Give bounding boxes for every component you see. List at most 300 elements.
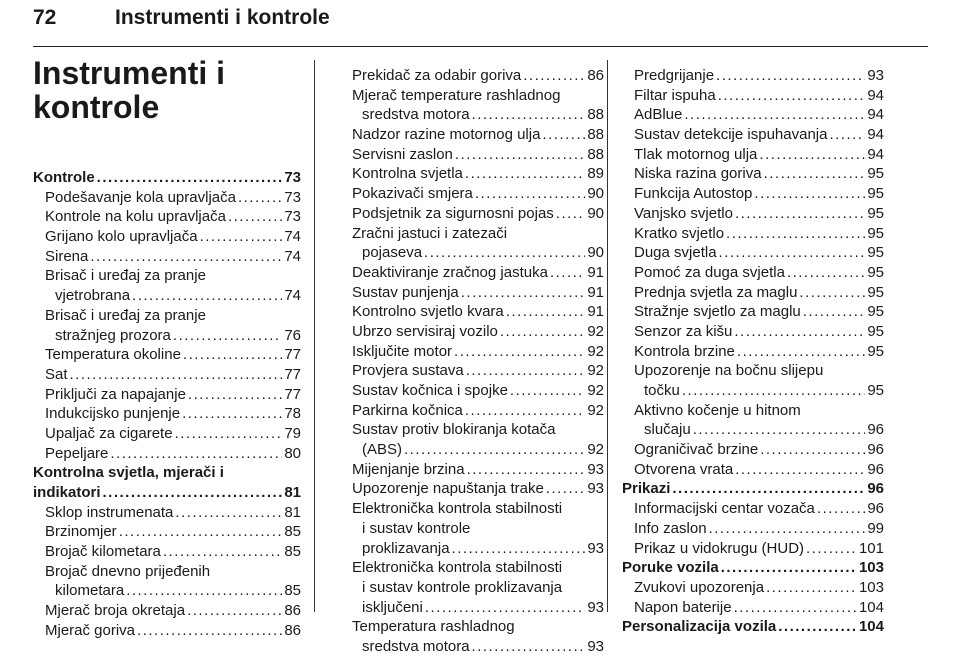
toc-entry-label: Indukcijsko punjenje [45,405,181,423]
toc-entry[interactable] [340,617,604,637]
leader-dots [175,424,283,444]
toc-page-number: 80 [284,444,301,462]
leader-dots [806,539,857,559]
toc-entry[interactable] [340,66,604,86]
toc-entry[interactable] [340,125,604,145]
toc-entry-label: Priključi za napajanje [45,385,186,403]
toc-entry[interactable] [622,263,884,283]
leader-dots [672,479,865,499]
toc-page-number: 95 [867,185,884,203]
toc-page-number: 95 [867,283,884,301]
toc-entry[interactable] [340,361,604,381]
column-divider [314,60,315,612]
toc-page-number: 81 [284,503,301,521]
toc-entry[interactable] [33,207,301,227]
leader-dots [510,381,585,401]
leader-dots [183,345,282,365]
toc-page-number: 88 [587,106,604,124]
toc-entry-label: Sustav detekcije ispuhavanja [634,126,828,144]
toc-entry[interactable] [33,326,301,346]
toc-entry-label: Zvukovi upozorenja [634,578,765,596]
toc-entry[interactable] [33,404,301,424]
toc-entry-label: i sustav kontrole [362,519,471,537]
toc-entry-label: Mjerač temperature rashladnog [352,86,561,104]
toc-entry[interactable] [622,322,884,342]
toc-page-number: 95 [867,382,884,399]
toc-entry-label: Podsjetnik za sigurnosni pojas [352,204,554,222]
toc-entry[interactable] [340,440,604,460]
toc-page-number: 93 [587,460,604,478]
toc-page-number: 77 [284,365,301,383]
toc-page-number: 95 [867,224,884,242]
toc-entry[interactable] [340,539,604,559]
leader-dots [799,283,865,303]
toc-entry[interactable] [622,243,884,263]
toc-page-number: 93 [867,67,884,84]
toc-entry-label: Mjerač broja okretaja [45,602,186,620]
toc-page-number: 96 [867,480,884,498]
toc-page-number: 92 [587,322,604,340]
toc-page-number: 93 [587,480,604,498]
chapter-title: Instrumenti i kontrole [33,55,226,125]
toc-entry-label: Kontrolna svjetla, mjerači i [33,464,224,482]
toc-entry-label: Parkirna kočnica [352,401,463,419]
toc-entry-label: Info zaslon [634,519,707,537]
leader-dots [238,188,282,208]
toc-entry-label: Sustav kočnica i spojke [352,382,508,399]
toc-entry-label: Aktivno kočenje u hitnom [634,401,801,419]
leader-dots [754,184,865,204]
toc-entry[interactable] [622,145,884,165]
leader-dots [542,125,585,145]
leader-dots [175,503,282,523]
leader-dots [472,105,586,125]
toc-entry[interactable] [33,542,301,562]
toc-entry-label: Vanjsko svjetlo [634,204,733,222]
leader-dots [556,204,586,224]
toc-entry-label: Sklop instrumenata [45,503,174,521]
toc-column-3 [622,66,884,637]
toc-entry-label: Ograničivač brzine [634,441,759,459]
leader-dots [716,66,865,86]
toc-entry-label: Pepeljare [45,444,109,462]
toc-entry[interactable] [340,105,604,125]
toc-page-number: 95 [867,244,884,262]
toc-page-number: 74 [284,228,301,246]
toc-entry[interactable] [622,401,884,421]
toc-entry[interactable] [33,562,301,582]
toc-page-number: 104 [858,618,884,636]
leader-dots [228,207,282,227]
toc-entry[interactable] [622,184,884,204]
leader-dots [682,381,865,401]
toc-page-number: 96 [867,460,884,478]
running-title: Instrumenti i kontrole [115,6,330,29]
toc-page-number: 92 [587,362,604,380]
toc-entry[interactable] [622,539,884,559]
toc-entry[interactable] [340,479,604,499]
toc-page-number: 85 [284,523,301,541]
toc-entry-label: kilometara [55,582,125,600]
toc-page-number: 76 [284,326,301,344]
leader-dots [70,365,283,385]
page-header [33,4,928,47]
toc-entry[interactable] [622,125,884,145]
column-divider [607,60,608,612]
leader-dots [760,440,865,460]
toc-section-entry[interactable] [33,168,301,188]
toc-page-number: 92 [587,382,604,399]
leader-dots [110,444,282,464]
toc-entry-label: točku [644,382,680,399]
toc-entry-label: Brisač i uređaj za pranje [45,267,206,285]
toc-entry-label: Otvorena vrata [634,460,734,478]
toc-page-number: 95 [867,342,884,360]
toc-page-number: 95 [867,165,884,183]
leader-dots [726,224,865,244]
toc-entry[interactable] [33,444,301,464]
page-number: 72 [33,6,57,29]
toc-page-number: 95 [867,322,884,340]
toc-section-entry[interactable] [33,463,301,483]
toc-page-number: 99 [867,519,884,537]
toc-entry[interactable] [622,519,884,539]
toc-entry-label: Kontrola brzine [634,342,735,360]
toc-entry-label: Poruke vozila [622,559,719,577]
toc-entry-label: Prikazi [622,480,671,498]
toc-page-number: 90 [587,204,604,222]
toc-page-number: 94 [867,126,884,144]
leader-dots [425,598,585,618]
toc-entry-label: Kontrolno svjetlo kvara [352,303,504,321]
toc-entry[interactable] [622,342,884,362]
toc-entry-label: Temperatura rashladnog [352,618,515,636]
toc-entry-label: Brojač kilometara [45,543,161,561]
toc-entry-label: Sat [45,365,68,383]
leader-dots [759,145,865,165]
toc-column-1 [33,168,301,641]
toc-entry[interactable] [622,499,884,519]
toc-page-number: 81 [284,484,301,501]
toc-page-number: 93 [587,637,604,655]
toc-page-number: 101 [858,539,884,557]
toc-entry-label: Tlak motornog ulja [634,145,758,163]
toc-entry-label: vjetrobrana [55,287,131,305]
toc-page-number: 93 [587,539,604,557]
leader-dots [709,519,866,539]
toc-page-number: 96 [867,421,884,439]
toc-entry[interactable] [340,558,604,578]
leader-dots [737,342,865,362]
leader-dots [766,578,857,598]
toc-entry[interactable] [340,519,604,539]
leader-dots [173,326,282,346]
toc-entry-label: Elektronička kontrola stabilnosti [352,500,563,518]
toc-entry-label: Kratko svjetlo [634,224,725,242]
toc-entry-label: indikatori [33,484,101,501]
toc-entry[interactable] [340,243,604,263]
leader-dots [461,283,586,303]
toc-entry-label: Brisač i uređaj za pranje [45,306,206,324]
toc-entry-label: Nadzor razine motornog ulja [352,126,541,144]
toc-entry[interactable] [622,283,884,303]
leader-dots [424,243,585,263]
toc-page-number: 90 [587,244,604,262]
toc-page-number: 95 [867,204,884,222]
toc-entry[interactable] [33,424,301,444]
toc-entry[interactable] [33,581,301,601]
leader-dots [90,247,282,267]
leader-dots [734,598,857,618]
toc-page-number: 86 [284,602,301,620]
toc-entry[interactable] [33,621,301,641]
toc-entry[interactable] [340,184,604,204]
toc-page-number: 95 [867,263,884,281]
toc-entry[interactable] [340,598,604,618]
toc-page-number: 96 [867,500,884,518]
toc-entry[interactable] [340,499,604,519]
toc-entry[interactable] [33,188,301,208]
toc-entry-label: Stražnje svjetlo za maglu [634,303,801,321]
toc-entry-label: Filtar ispuha [634,86,716,104]
toc-entry[interactable] [33,522,301,542]
toc-entry-label: Kontrole na kolu upravljača [45,208,226,226]
toc-entry[interactable] [340,342,604,362]
toc-entry[interactable] [33,503,301,523]
leader-dots [455,145,585,165]
leader-dots [475,184,585,204]
toc-entry-label: Kontrolna svjetla [352,165,463,183]
leader-dots [500,322,585,342]
toc-page-number: 73 [284,169,301,186]
toc-entry-label: Personalizacija vozila [622,618,777,636]
toc-entry-label: Deaktiviranje zračnog jastuka [352,263,548,281]
toc-entry-label: (ABS) [362,441,403,459]
toc-entry-label: Pomoć za duga svjetla [634,263,785,281]
toc-entry[interactable] [622,86,884,106]
toc-entry-label: AdBlue [634,106,683,124]
toc-entry[interactable] [33,601,301,621]
toc-entry-label: Servisni zaslon [352,145,453,163]
toc-entry[interactable] [340,460,604,480]
leader-dots [787,263,865,283]
toc-entry-label: Provjera sustava [352,362,464,380]
toc-column-2 [340,66,604,657]
toc-entry-label: Upaljač za cigarete [45,424,173,442]
toc-entry-label: Ubrzo servisiraj vozilo [352,322,498,340]
toc-entry[interactable] [622,578,884,598]
toc-entry[interactable] [340,578,604,598]
leader-dots [550,263,585,283]
toc-entry-label: Upozorenje napuštanja trake [352,480,544,498]
toc-entry[interactable] [340,145,604,165]
toc-entry-label: Prekidač za odabir goriva [352,67,522,84]
leader-dots [684,105,865,125]
leader-dots [132,286,282,306]
leader-dots [803,302,866,322]
toc-section-entry[interactable] [33,483,301,503]
toc-entry-label: Zračni jastuci i zatezači [352,224,508,242]
toc-section-entry[interactable] [622,558,884,578]
toc-entry-label: stražnjeg prozora [55,326,171,344]
leader-dots [465,164,585,184]
toc-entry-label: pojaseva [362,244,423,262]
toc-entry[interactable] [340,637,604,657]
leader-dots [734,322,865,342]
toc-entry[interactable] [622,460,884,480]
toc-entry-label: Sirena [45,247,89,265]
toc-entry-label: Podešavanje kola upravljača [45,188,236,206]
toc-page-number: 86 [587,67,604,84]
toc-entry-label: Funkcija Autostop [634,185,753,203]
toc-entry[interactable] [340,302,604,322]
leader-dots [404,440,585,460]
toc-entry-label: Prikaz u vidokrugu (HUD) [634,539,805,557]
toc-entry[interactable] [33,227,301,247]
leader-dots [97,168,283,188]
toc-entry-label: Elektronička kontrola stabilnosti [352,559,563,577]
leader-dots [719,243,866,263]
toc-page-number: 94 [867,145,884,163]
toc-page-number: 88 [587,145,604,163]
toc-entry[interactable] [622,381,884,401]
toc-page-number: 77 [284,346,301,364]
toc-entry[interactable] [33,247,301,267]
toc-entry-label: Napon baterije [634,598,732,616]
toc-page-number: 73 [284,208,301,226]
toc-page-number: 103 [858,578,884,596]
toc-page-number: 85 [284,582,301,600]
leader-dots [182,404,282,424]
toc-entry[interactable] [33,266,301,286]
toc-page-number: 90 [587,185,604,203]
toc-entry-label: Mijenjanje brzina [352,460,465,478]
toc-entry[interactable] [622,204,884,224]
toc-entry-label: sredstva motora [362,106,470,124]
leader-dots [693,420,866,440]
toc-page-number: 79 [284,424,301,442]
toc-entry[interactable] [622,224,884,244]
toc-entry[interactable] [340,263,604,283]
toc-entry[interactable] [340,401,604,421]
toc-entry-label: Niska razina goriva [634,165,762,183]
leader-dots [472,637,586,657]
toc-entry-label: Temperatura okoline [45,346,181,364]
toc-entry[interactable] [340,224,604,244]
toc-page-number: 94 [867,106,884,124]
toc-entry-label: Grijano kolo upravljača [45,228,198,246]
toc-entry[interactable] [622,361,884,381]
leader-dots [546,479,586,499]
toc-entry[interactable] [622,164,884,184]
toc-entry[interactable] [340,283,604,303]
leader-dots [817,499,865,519]
toc-entry[interactable] [33,345,301,365]
toc-page-number: 92 [587,342,604,360]
leader-dots [454,342,585,362]
toc-page-number: 74 [284,287,301,305]
toc-entry-label: Pokazivači smjera [352,185,473,203]
toc-entry[interactable] [340,204,604,224]
leader-dots [735,204,865,224]
toc-section-entry[interactable] [622,479,884,499]
toc-page-number: 91 [587,283,604,301]
toc-page-number: 92 [587,401,604,419]
toc-page-number: 78 [284,405,301,423]
toc-page-number: 91 [587,263,604,281]
toc-entry[interactable] [622,440,884,460]
toc-entry[interactable] [622,598,884,618]
toc-page-number: 95 [867,303,884,321]
toc-page-number: 93 [587,598,604,616]
toc-entry[interactable] [622,66,884,86]
leader-dots [523,66,585,86]
toc-page-number: 96 [867,441,884,459]
toc-entry-label: Predgrijanje [634,67,715,84]
leader-dots [119,522,283,542]
toc-page-number: 73 [284,188,301,206]
toc-entry-label: i sustav kontrole proklizavanja [362,578,563,596]
toc-entry[interactable] [33,286,301,306]
toc-entry[interactable] [622,420,884,440]
leader-dots [137,621,282,641]
toc-entry[interactable] [340,322,604,342]
toc-page-number: 85 [284,543,301,561]
toc-entry[interactable] [33,385,301,405]
toc-page-number: 103 [858,559,884,577]
toc-entry[interactable] [340,420,604,440]
leader-dots [187,601,282,621]
toc-page-number: 88 [587,126,604,144]
toc-entry-label: Brzinomjer [45,523,117,541]
toc-entry[interactable] [340,164,604,184]
toc-entry-label: Brojač dnevno prijeđenih [45,562,211,580]
toc-entry-label: proklizavanja [362,539,450,557]
leader-dots [466,361,586,381]
toc-entry-label: Senzor za kišu [634,322,733,340]
leader-dots [721,558,857,578]
toc-entry[interactable] [33,306,301,326]
toc-entry-label: Duga svjetla [634,244,717,262]
toc-section-entry[interactable] [622,617,884,637]
toc-page-number: 86 [284,621,301,639]
toc-entry[interactable] [340,381,604,401]
toc-entry-label: Sustav protiv blokiranja kotača [352,421,556,439]
leader-dots [200,227,283,247]
toc-page-number: 77 [284,385,301,403]
toc-page-number: 89 [587,165,604,183]
toc-entry-label: Sustav punjenja [352,283,459,301]
leader-dots [718,86,866,106]
toc-page-number: 94 [867,86,884,104]
leader-dots [778,617,857,637]
leader-dots [764,164,866,184]
toc-entry-label: sredstva motora [362,637,470,655]
toc-entry-label: Prednja svjetla za maglu [634,283,798,301]
leader-dots [452,539,586,559]
toc-entry[interactable] [622,302,884,322]
toc-entry[interactable] [622,105,884,125]
toc-page-number: 74 [284,247,301,265]
toc-entry[interactable] [340,86,604,106]
leader-dots [126,581,282,601]
toc-entry-label: Kontrole [33,169,95,186]
leader-dots [829,125,865,145]
toc-entry[interactable] [33,365,301,385]
toc-entry-label: Isključite motor [352,342,453,360]
toc-entry-label: Informacijski centar vozača [634,500,815,518]
toc-entry-label: Mjerač goriva [45,621,136,639]
